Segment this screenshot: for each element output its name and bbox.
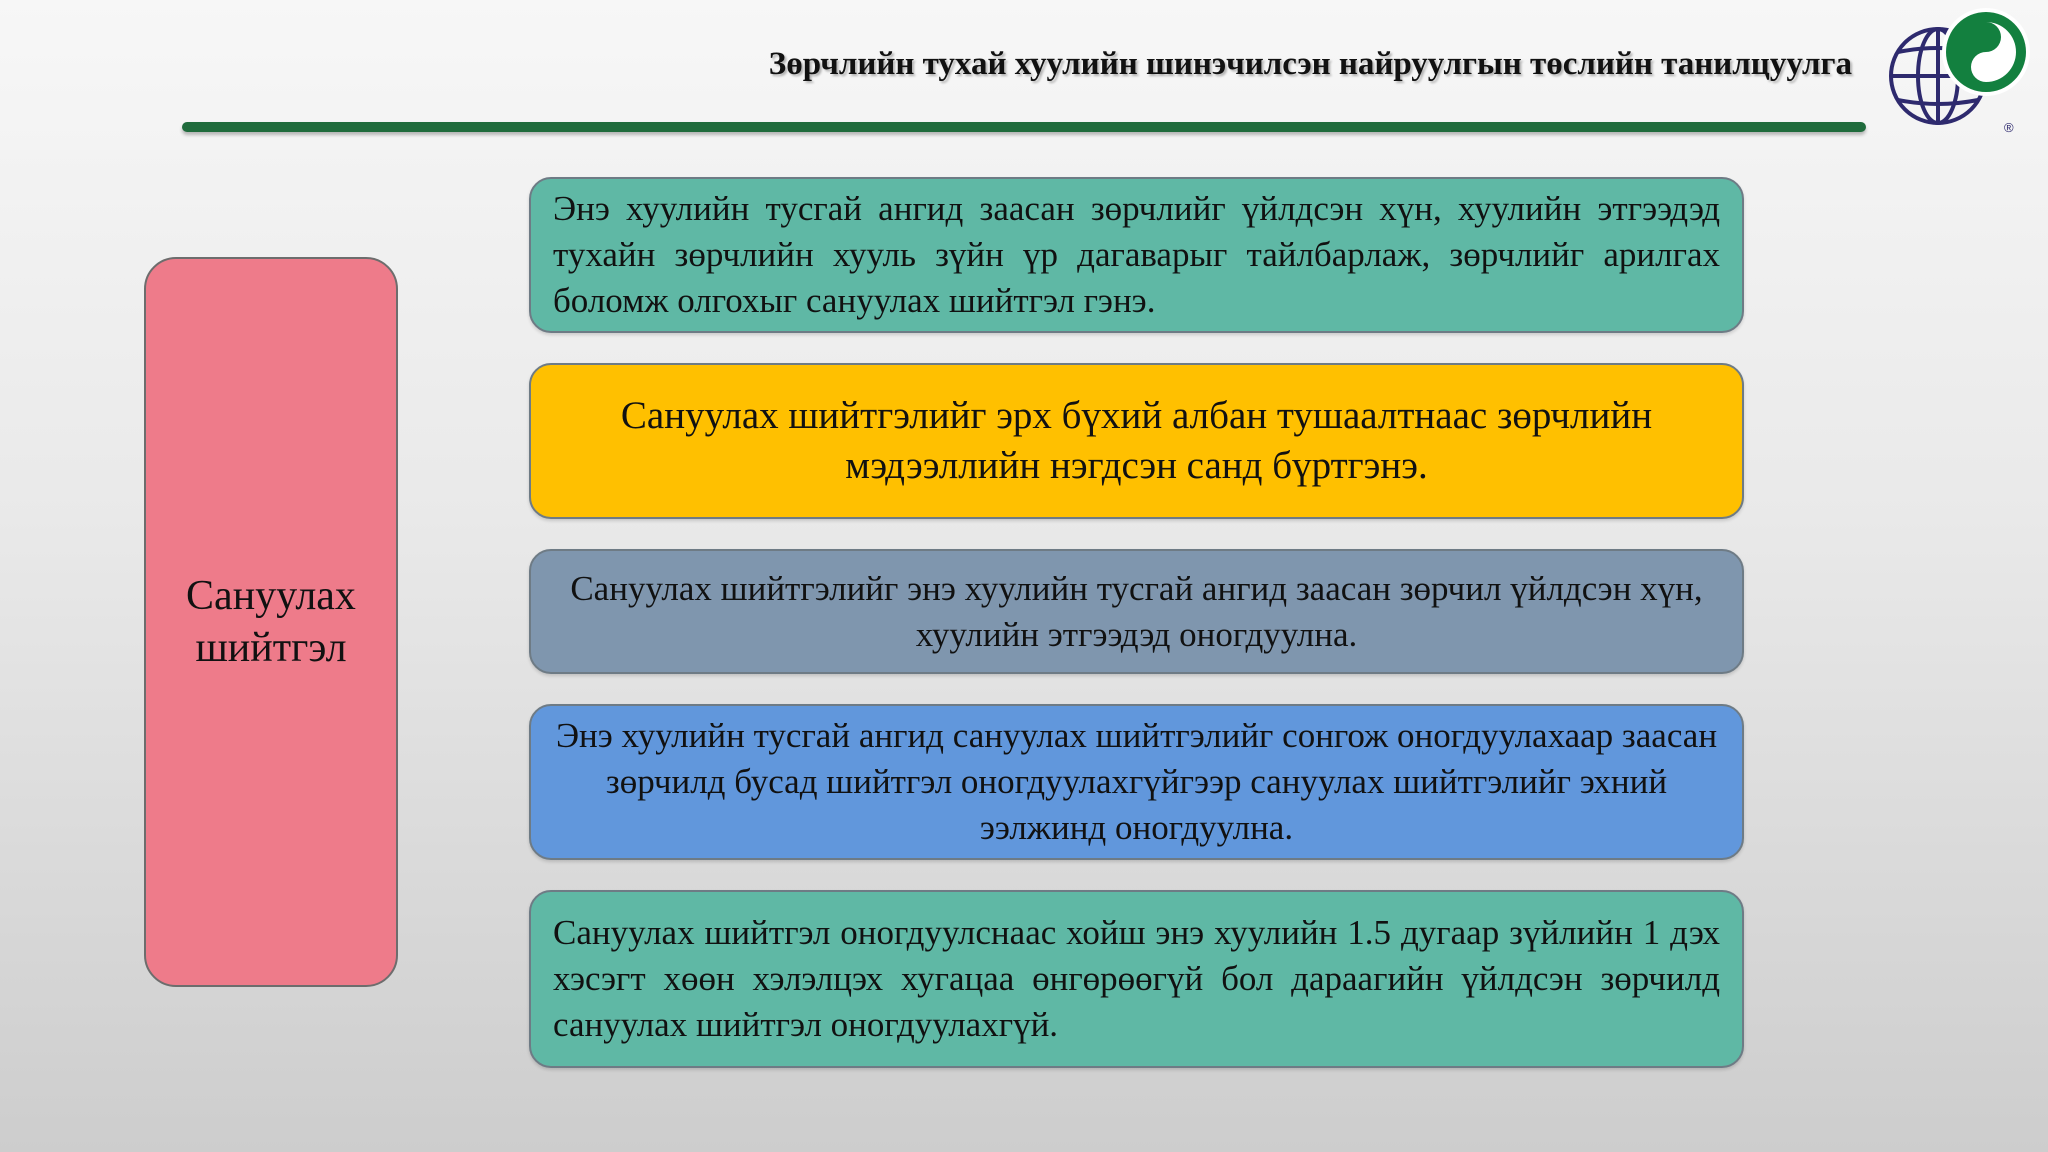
application-text: Сануулах шийтгэлийг энэ хуулийн тусгай ангид заасан зөрчил үйлдсэн хүн, хуулийн этгээдэд оногдуулна.	[570, 568, 1703, 654]
priority-card	[529, 704, 1744, 860]
registration-text: Сануулах шийтгэлийг эрх бүхий албан тушаалтнаас зөрчлийн мэдээллийн нэгдсэн санд бүртгэнэ.	[620, 394, 1653, 487]
definition-text: Энэ хуулийн тусгай ангид заасан зөрчлийг үйлдсэн хүн, хуулийн этгээдэд тухайн зөрчлийн хууль зүйн үр дагаварыг тайлбарлаж, зөрчлийг арилгах боломж олгохыг сануулах шийтгэл гэнэ.	[553, 189, 1720, 320]
header-divider	[182, 122, 1866, 132]
registration-card	[529, 363, 1744, 519]
page-title: Зөрчлийн тухай хуулийн шинэчилсэн найруулгын төслийн танилцуулга	[768, 46, 1852, 82]
repeat-violation-card	[529, 890, 1744, 1068]
sanuulah-shiitgel-box	[144, 257, 398, 987]
globe-yin-yang-logo-icon	[1882, 6, 2030, 136]
application-card	[529, 549, 1744, 674]
repeat-violation-text: Сануулах шийтгэл оногдуулснаас хойш энэ хуулийн 1.5 дугаар зүйлийн 1 дэх хэсэгт хөөн хэлэлцэх хугацаа өнгөрөөгүй бол дараагийн үйлдсэн зөрчилд сануулах шийтгэл оногдуулахгүй.	[553, 913, 1720, 1044]
side-box-label: Сануулах шийтгэл	[186, 573, 356, 671]
definition-card	[529, 177, 1744, 333]
priority-text: Энэ хуулийн тусгай ангид сануулах шийтгэлийг сонгож оногдуулахаар заасан зөрчилд бусад шийтгэл оногдуулахгүйгээр сануулах шийтгэлийг эхний ээлжинд оногдуулна.	[555, 716, 1718, 847]
registered-mark: ®	[2004, 120, 2014, 135]
